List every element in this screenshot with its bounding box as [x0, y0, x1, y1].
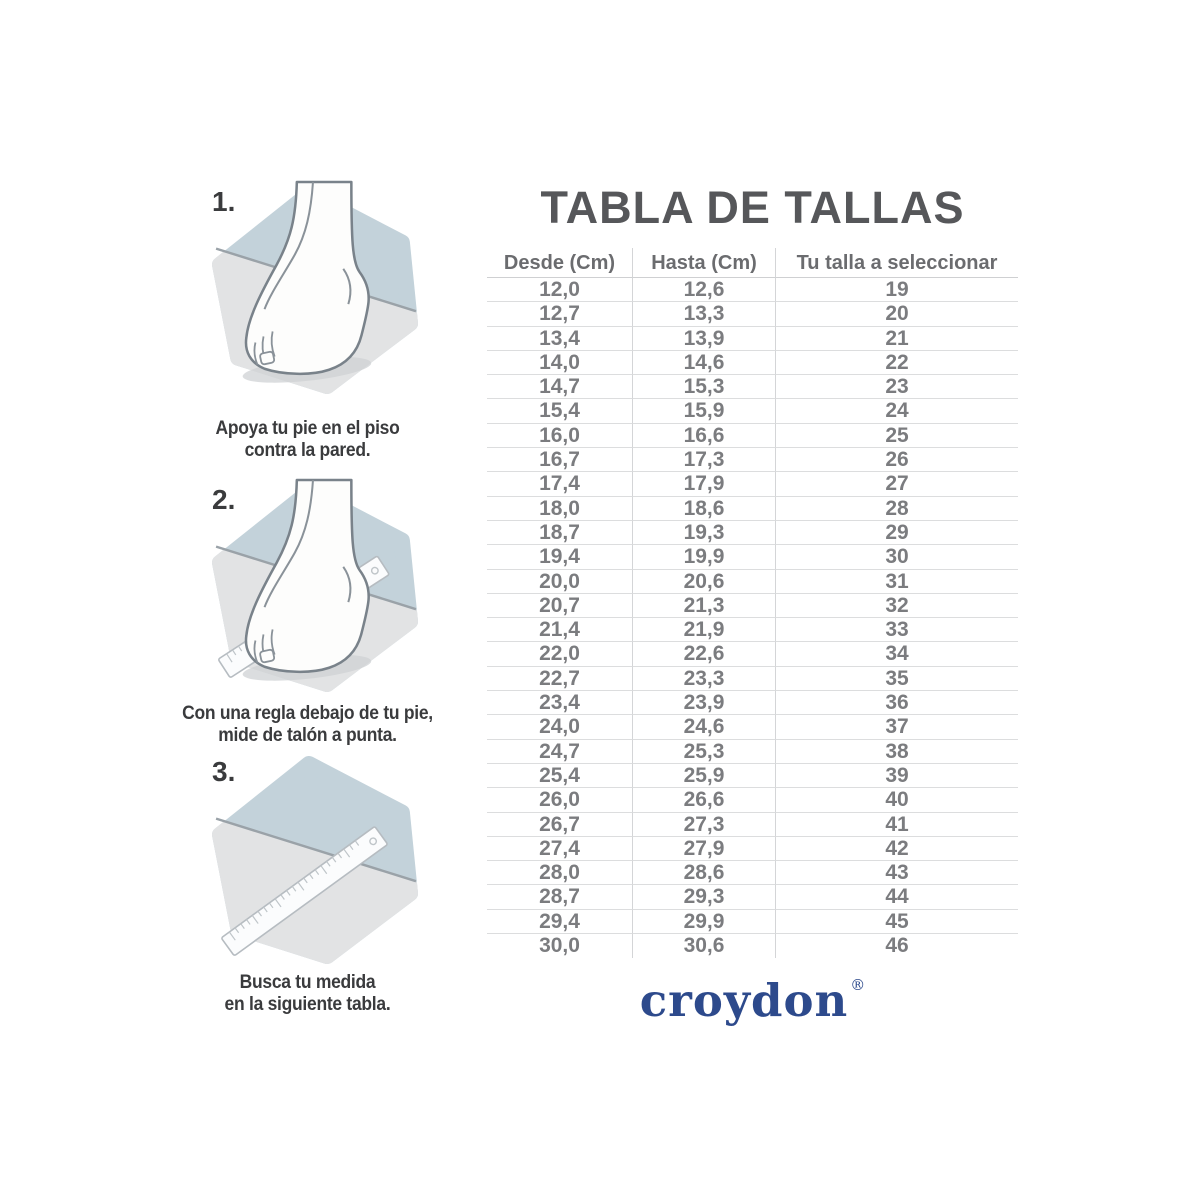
cell-desde: 14,7 — [487, 375, 633, 399]
cell-hasta: 25,3 — [633, 740, 776, 764]
cell-desde: 18,0 — [487, 497, 633, 521]
cell-talla: 42 — [776, 837, 1018, 861]
cell-desde: 23,4 — [487, 691, 633, 715]
cell-desde: 20,7 — [487, 594, 633, 618]
cell-talla: 34 — [776, 642, 1018, 666]
cell-talla: 31 — [776, 570, 1018, 594]
cell-desde: 12,0 — [487, 278, 633, 302]
cell-talla: 37 — [776, 715, 1018, 739]
cell-talla: 46 — [885, 934, 909, 958]
cell-talla: 45 — [776, 910, 1018, 934]
step-2-caption — [163, 703, 453, 747]
cell-hasta: 29,9 — [633, 910, 776, 934]
cell-talla: 28 — [776, 497, 1018, 521]
cell-hasta: 17,9 — [633, 472, 776, 496]
step-3-caption-line-2: en la siguiente tabla. — [224, 994, 391, 1015]
cell-hasta: 29,3 — [633, 885, 776, 909]
cell-hasta: 21,9 — [633, 618, 776, 642]
brand-logo — [487, 974, 1018, 1027]
ruler-on-floor-illustration — [208, 754, 420, 966]
cell-hasta: 20,6 — [633, 570, 776, 594]
cell-desde: 26,7 — [487, 813, 633, 837]
cell-hasta: 25,9 — [633, 764, 776, 788]
cell-hasta: 19,3 — [633, 521, 776, 545]
size-table-header — [487, 248, 1018, 278]
cell-talla: 38 — [776, 740, 1018, 764]
cell-talla: 20 — [776, 302, 1018, 326]
cell-hasta: 15,3 — [633, 375, 776, 399]
cell-talla: 32 — [776, 594, 1018, 618]
brand-name-text: croydon — [639, 974, 849, 1027]
cell-hasta: 23,3 — [633, 667, 776, 691]
step-2-number: 2. — [212, 484, 236, 515]
column-header-hasta: Hasta (Cm) — [633, 248, 776, 278]
cell-desde: 24,0 — [487, 715, 633, 739]
cell-hasta: 16,6 — [633, 424, 776, 448]
cell-hasta: 28,6 — [633, 861, 776, 885]
cell-desde: 17,4 — [487, 472, 633, 496]
cell-talla: 41 — [776, 813, 1018, 837]
step-1-caption-line-1: Apoya tu pie en el piso — [215, 418, 400, 439]
cell-talla: 39 — [776, 764, 1018, 788]
step-1-number: 1. — [212, 186, 236, 217]
cell-desde: 27,4 — [487, 837, 633, 861]
cell-desde: 19,4 — [487, 545, 633, 569]
cell-hasta: 27,9 — [633, 837, 776, 861]
cell-desde: 26,0 — [487, 788, 633, 812]
cell-hasta: 26,6 — [633, 788, 776, 812]
size-table — [487, 248, 1018, 958]
cell-desde: 16,7 — [487, 448, 633, 472]
cell-desde: 29,4 — [487, 910, 633, 934]
cell-hasta: 22,6 — [633, 642, 776, 666]
cell-desde: 21,4 — [487, 618, 633, 642]
cell-hasta: 24,6 — [633, 715, 776, 739]
cell-hasta: 17,3 — [633, 448, 776, 472]
cell-talla: 25 — [776, 424, 1018, 448]
cell-hasta: 30,6 — [633, 934, 776, 958]
step-3-caption-line-1: Busca tu medida — [239, 972, 376, 993]
cell-talla: 26 — [776, 448, 1018, 472]
cell-hasta: 27,3 — [633, 813, 776, 837]
cell-hasta: 23,9 — [633, 691, 776, 715]
cell-desde: 22,7 — [487, 667, 633, 691]
step-2-caption-line-1: Con una regla debajo de tu pie, — [182, 703, 433, 724]
step-1 — [150, 178, 465, 478]
cell-desde: 30,0 — [487, 934, 633, 958]
step-1-caption — [163, 418, 453, 462]
step-2-caption-line-2: mide de talón a punta. — [218, 725, 397, 746]
size-table-body — [487, 278, 1018, 958]
page-title: TABLA DE TALLAS — [540, 182, 965, 233]
cell-hasta: 13,3 — [633, 302, 776, 326]
cell-desde: 15,4 — [487, 399, 633, 423]
column-header-desde: Desde (Cm) — [487, 248, 633, 278]
step-1-caption-line-2: contra la pared. — [244, 440, 371, 461]
cell-hasta: 18,6 — [633, 497, 776, 521]
cell-desde: 28,7 — [487, 885, 633, 909]
step-2 — [150, 476, 465, 776]
cell-hasta: 15,9 — [633, 399, 776, 423]
cell-desde: 13,4 — [487, 327, 633, 351]
cell-desde: 22,0 — [487, 642, 633, 666]
cell-talla: 35 — [776, 667, 1018, 691]
cell-talla: 19 — [776, 278, 1018, 302]
cell-hasta: 21,3 — [633, 594, 776, 618]
cell-hasta: 19,9 — [633, 545, 776, 569]
cell-talla: 22 — [776, 351, 1018, 375]
cell-hasta: 14,6 — [633, 351, 776, 375]
cell-talla: 23 — [776, 375, 1018, 399]
cell-talla: 30 — [776, 545, 1018, 569]
step-3-number: 3. — [212, 756, 236, 787]
cell-desde: 14,0 — [487, 351, 633, 375]
cell-talla: 40 — [776, 788, 1018, 812]
cell-talla: 36 — [776, 691, 1018, 715]
cell-desde: 16,0 — [487, 424, 633, 448]
foot-against-wall-illustration — [208, 184, 420, 396]
cell-hasta: 12,6 — [633, 278, 776, 302]
cell-desde: 28,0 — [487, 861, 633, 885]
registered-trademark-symbol: ® — [850, 976, 866, 994]
cell-hasta: 13,9 — [633, 327, 776, 351]
cell-talla: 21 — [776, 327, 1018, 351]
cell-talla: 44 — [776, 885, 1018, 909]
cell-desde: 12,7 — [487, 302, 633, 326]
column-header-talla: Tu talla a seleccionar — [776, 248, 1018, 278]
cell-talla: 43 — [776, 861, 1018, 885]
cell-talla: 24 — [776, 399, 1018, 423]
foot-with-ruler-illustration — [208, 482, 420, 694]
step-3-caption — [163, 972, 453, 1016]
step-3 — [150, 748, 465, 1048]
cell-desde: 25,4 — [487, 764, 633, 788]
cell-desde: 24,7 — [487, 740, 633, 764]
cell-talla: 29 — [776, 521, 1018, 545]
cell-desde: 20,0 — [487, 570, 633, 594]
cell-desde: 18,7 — [487, 521, 633, 545]
cell-talla: 27 — [776, 472, 1018, 496]
cell-talla: 33 — [776, 618, 1018, 642]
